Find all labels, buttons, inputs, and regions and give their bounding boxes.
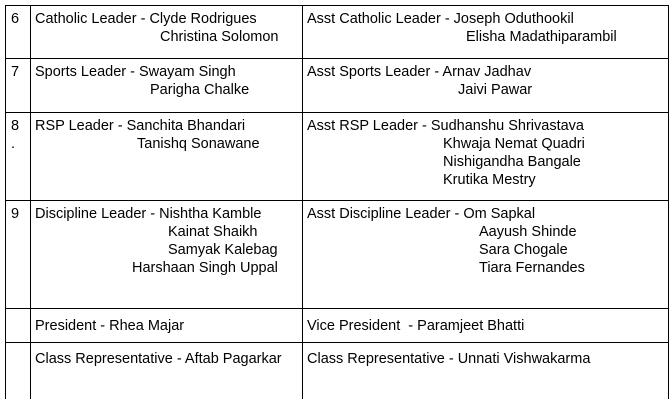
role-line: Asst Sports Leader - Arnav Jadhav [307,64,532,80]
row-number [6,59,31,113]
role-line: Asst Discipline Leader - Om Sapkal [307,206,536,222]
member-name: Nishigandha Bangale [443,154,581,170]
member-name: Krutika Mestry [443,172,536,188]
role-line: Class Representative - Aftab Pagarkar [35,351,282,367]
role-line: Discipline Leader - Nishtha Kamble [35,206,262,222]
role-cell [31,6,303,59]
assistant-role-cell [303,201,669,309]
assistant-role-cell [303,343,669,399]
assistant-role-cell [303,6,669,59]
table-row [6,59,669,113]
member-name: Tanishq Sonawane [137,136,260,152]
member-name: Khwaja Nemat Quadri [443,136,585,152]
member-name: Christina Solomon [160,29,279,45]
row-number-text: 8 [11,118,20,134]
member-name: Sara Chogale [479,242,568,258]
table-row [6,343,669,399]
role-cell [31,59,303,113]
member-name: Parigha Chalke [150,82,250,98]
assistant-role-cell [303,113,669,201]
row-number-text: 9 [11,206,20,222]
row-number [6,6,31,59]
member-name: Samyak Kalebag [168,242,278,258]
table-row [6,113,669,201]
row-number [6,343,31,399]
row-number [6,309,31,343]
role-line: President - Rhea Majar [35,318,185,334]
row-number-suffix: . [11,136,16,152]
member-name: Kainat Shaikh [168,224,258,240]
role-line: Vice President - Paramjeet Bhatti [307,318,525,334]
leadership-table [5,5,669,399]
member-name: Aayush Shinde [479,224,577,240]
row-number-text: 7 [11,64,20,80]
assistant-role-cell [303,309,669,343]
role-cell [31,309,303,343]
member-name: Jaivi Pawar [458,82,533,98]
row-number [6,113,31,201]
row-number [6,201,31,309]
table-row [6,201,669,309]
member-name: Harshaan Singh Uppal [132,260,278,276]
row-number-text: 6 [11,11,20,27]
role-line: Catholic Leader - Clyde Rodrigues [35,11,257,27]
role-line: Asst RSP Leader - Sudhanshu Shrivastava [307,118,585,134]
member-name: Tiara Fernandes [479,260,585,276]
role-cell [31,343,303,399]
member-name: Elisha Madathiparambil [466,29,617,45]
role-line: Sports Leader - Swayam Singh [35,64,236,80]
role-line: Class Representative - Unnati Vishwakarma [307,351,591,367]
role-cell [31,201,303,309]
role-line: Asst Catholic Leader - Joseph Oduthookil [307,11,574,27]
table-row [6,309,669,343]
role-line: RSP Leader - Sanchita Bhandari [35,118,246,134]
table-row [6,6,669,59]
assistant-role-cell [303,59,669,113]
role-cell [31,113,303,201]
